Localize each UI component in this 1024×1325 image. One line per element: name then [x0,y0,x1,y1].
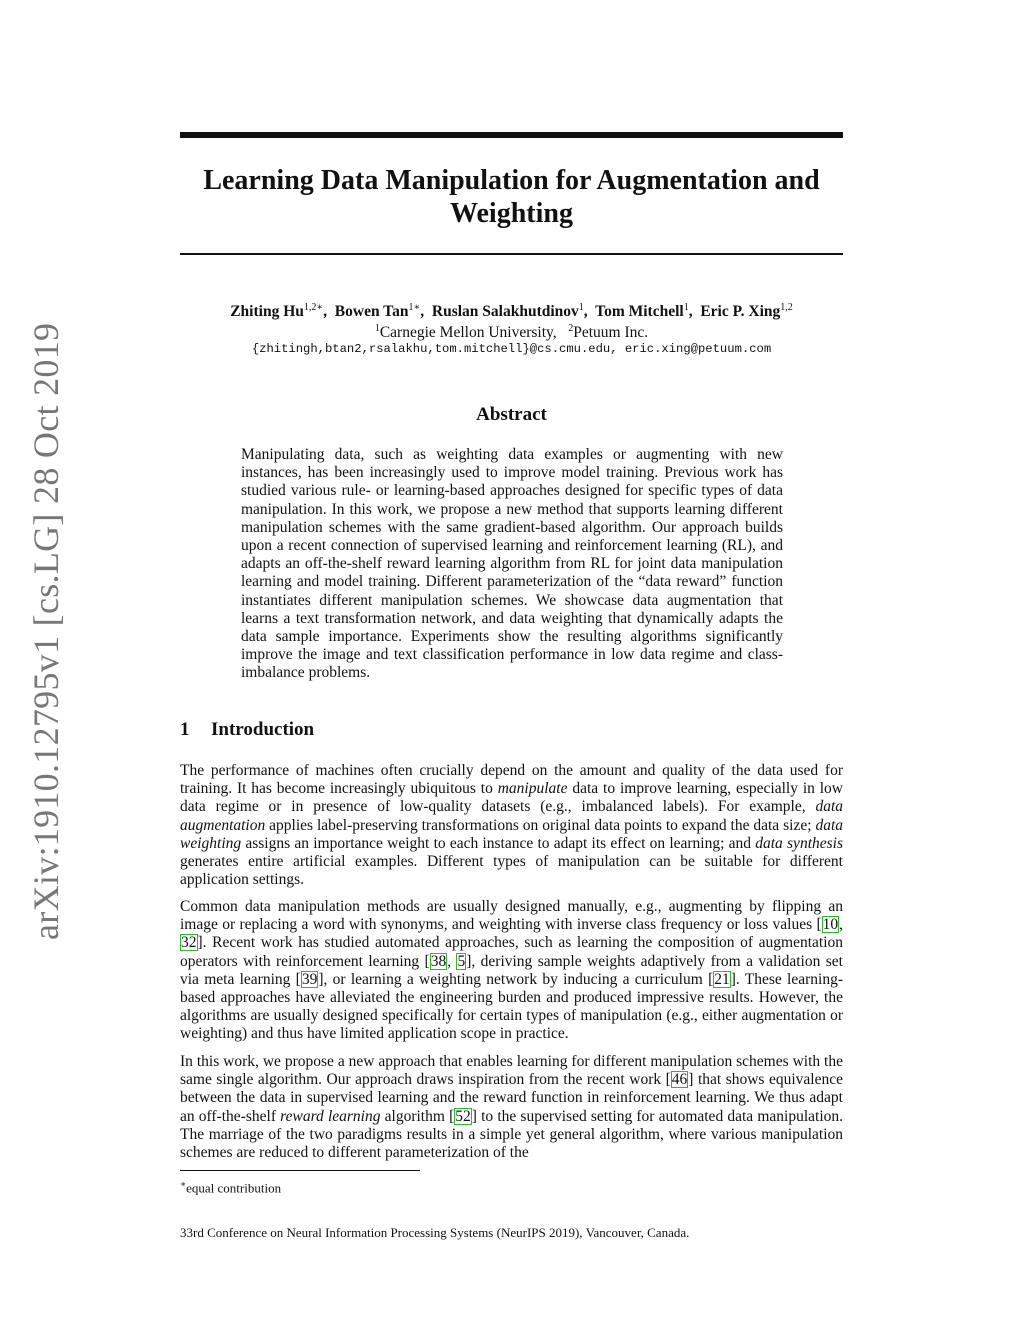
text-run: ] to the supervised setting for automated data manipulation. The marriage of the two paradigms results in a simple yet general algorithm, where various manipulation schemes are reduced to different parameterization of the [180,1107,844,1162]
abstract-text: Manipulating data, such as weighting data examples or augmenting with new instances, has been increasingly used to improve model training. Previous work has studied various rule- or learning-based approaches designed for specific types of data manipulation. In this work, we propose a new method that supports learning different manipulation schemes with the same gradient-based algorithm. Our approach builds upon a recent connection of supervised learning and reinforcement learning (RL), and adapts an off-the-shelf reward learning algorithm from RL for joint data manipulation learning and model training. Different parameterization of the “data reward” function instantiates different manipulation schemes. We showcase data augmentation that learns a text transformation network, and data weighting that dynamically adapts the data sample importance. Experiments show the resulting algorithms significantly improve the image and text classification performance in low data regime and class-imbalance problems. [241,446,783,682]
paragraph-3 [180,1053,843,1162]
author-affil-sup: 1,2 [303,302,317,313]
section-heading [180,718,314,742]
section-number: 1 [180,719,190,740]
affiliations [180,319,843,343]
author-affil-sup: 1∗ [408,302,421,313]
arxiv-stamp: arXiv:1910.12795v1 [cs.LG] 28 Oct 2019 [26,322,66,940]
author-name: Ruslan Salakhutdinov [431,303,579,321]
footnote-rule [180,1170,420,1171]
emphasis: data weighting [180,816,843,852]
emphasis: data synthesis [755,834,843,852]
citation-link[interactable]: 21 [714,970,730,988]
emphasis: data augmentation [180,798,843,834]
citation-link[interactable]: 32 [181,934,197,952]
venue-line: 33rd Conference on Neural Information Processing Systems (NeurIPS 2019), Vancouver, Canada. [180,1225,690,1240]
text-run: algorithm [ [380,1107,455,1125]
footnote-text: equal contribution [186,1180,282,1196]
citation-link[interactable]: 5 [457,952,466,970]
paragraph-1 [180,762,843,889]
abstract-heading: Abstract [476,404,547,425]
text-run: ], deriving sample weights adaptively from a validation set via meta learning [ [180,952,843,988]
footnote [180,1176,281,1196]
author-list: Zhiting $Hu^{1,2∗}$, Bowen Tan$^{1∗}$, Ruslan Salakhutdinov$^1$, Tom Mitchell$^1$, Eric P. Xing$^{1,2}$ [230,302,793,321]
author-name: Bowen Tan [334,303,409,321]
text-run: generates entire artificial examples. Different types of manipulation can be suitable for different application settings. [180,853,843,889]
title-top-rule [180,132,843,138]
text-run: The performance of machines often crucially depend on the amount and quality of the data used for training. It has become increasingly ubiquitous to [180,762,843,798]
emphasis: reward learning [280,1107,381,1125]
author-affil-sup: 1 [578,302,584,313]
author-equal-mark: ∗ [316,302,324,313]
section-title: Introduction [211,719,315,740]
affil-sup: 2 [568,323,574,334]
citation-link[interactable]: 38 [430,952,447,970]
paragraph-2 [180,898,843,1044]
citation-link[interactable]: 10 [822,916,839,934]
citation-link[interactable]: 46 [671,1071,688,1089]
citation-link[interactable]: 52 [455,1107,471,1125]
text-run: applies label-preserving transformations on original data points to expand the data size; [265,816,816,834]
title-line-2: Weighting [450,198,573,229]
author-affil-sup: 1,2 [780,302,793,313]
footnote-mark: ∗ [180,1179,187,1189]
citation-link[interactable]: 39 [301,970,318,988]
text-run: ]. Recent work has studied automated approaches, such as learning the composition of augmentation operators with reinforcement learning [ [180,934,843,970]
text-run: Common data manipulation methods are usually designed manually, e.g., augmenting by flipping an image or replacing a word with synonyms, and weighting with inverse class frequency or loss values [ [180,898,843,934]
author-name: Tom Mitchell [595,303,684,321]
author-name: Zhiting Hu [230,303,304,321]
text-run: , [447,952,457,970]
text-run: ], or learning a weighting network by inducing a curriculum [ [318,970,714,988]
text-run: ] that shows equivalence between the data in supervised learning and the reward function in reinforcement learning. We thus adapt an off-the-shelf [180,1071,843,1125]
paper-title [180,164,843,230]
author-name: Eric P. Xing [700,303,781,321]
text-run: , [839,916,843,934]
author-affil-sup: 1 [683,302,689,313]
title-bottom-rule [180,253,843,255]
affil-sup: 1 [374,323,380,334]
text-run: In this work, we propose a new approach that enables learning for different manipulation schemes with the same single algorithm. Our approach draws inspiration from the recent work [ [180,1053,843,1089]
emphasis: manipulate [497,780,568,798]
author-emails: {zhitingh,btan2,rsalakhu,tom.mitchell}@cs.cmu.edu, eric.xing@petuum.com [251,342,772,356]
text-run: data to improve learning, especially in low data regime or in presence of low-quality datasets (e.g., imbalanced labels). For example, [180,780,844,816]
text-run: ]. These learning-based approaches have alleviated the engineering burden and produced impressive results. However, the algorithms are usually designed specifically for certain types of manipulation (e.g., either augmentation or weighting) and thus have limited application scope in practice. [180,970,843,1043]
title-line-1: Learning Data Manipulation for Augmentation and [203,165,820,196]
affil-name: Petuum Inc. [573,324,649,342]
affil-name: Carnegie Mellon University, [379,324,557,342]
text-run: assigns an importance weight to each instance to adapt its effect on learning; and [241,834,756,852]
